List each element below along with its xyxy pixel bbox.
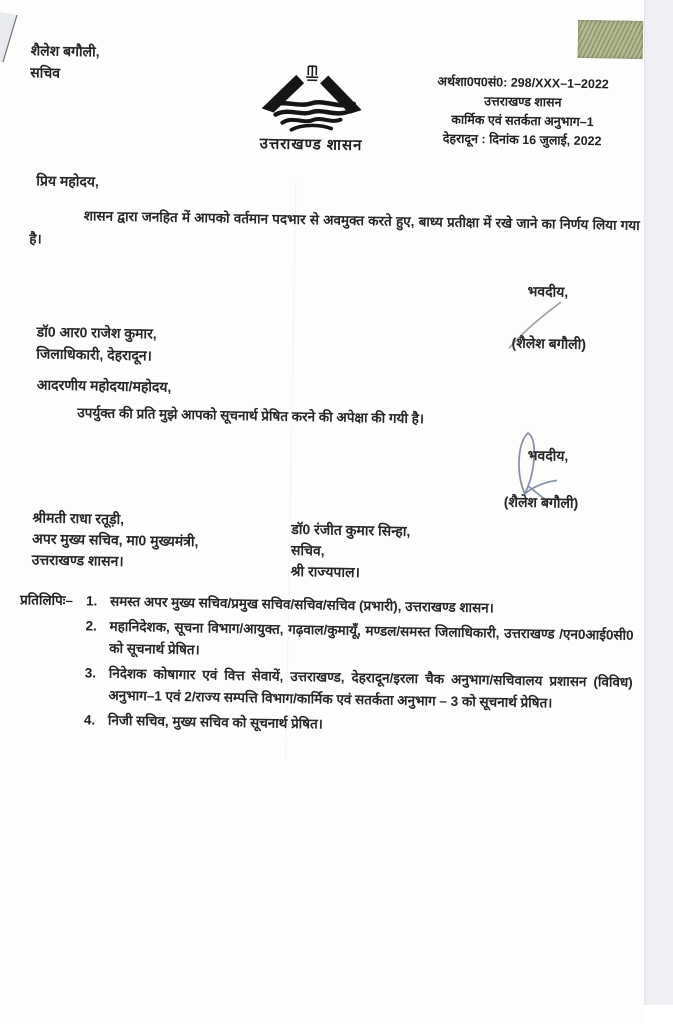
addressee-block xyxy=(36,320,157,366)
page-corner-fold xyxy=(0,0,30,66)
scan-backdrop xyxy=(644,0,673,1005)
sender-block xyxy=(30,39,100,84)
recipient-left-designation: अपर मुख्य सचिव, मा0 मुख्यमंत्री, xyxy=(31,530,199,550)
government-name: उत्तराखण्ड शासन xyxy=(484,94,562,110)
copy-list-label-spacer xyxy=(19,661,85,662)
copy-item-text: निदेशक कोषागार एवं वित्त सेवायें, उत्तराखण्ड, देहरादून/इरला चैक अनुभाग/सचिवालय प्रशासन (विविध) अनुभाग–1 एवं 2/राज्य सम्पत्ति विभाग/कार्मिक एवं सतर्कता अनुभाग – 3 को सूचनार्थ प्रेषित। xyxy=(108,665,633,711)
addressee-name: डॉ0 आर0 राजेश कुमार, xyxy=(36,323,157,342)
reference-block xyxy=(419,72,626,152)
copy-distribution-list xyxy=(18,589,634,744)
copy-list-label-spacer xyxy=(18,708,84,709)
sender-name: शैलेश बगौली, xyxy=(30,42,100,60)
copy-item-number: 4. xyxy=(83,712,96,728)
closing-1: भवदीय, xyxy=(527,283,569,300)
body-paragraph-2: उपर्युक्त की प्रति मुझे आपको सूचनार्थ प्रेषित करने की अपेक्षा की गयी है। xyxy=(77,405,425,427)
copy-item-text: निजी सचिव, मुख्य सचिव को सूचनार्थ प्रेषित। xyxy=(107,712,324,732)
addressee-designation: जिलाधिकारी, देहरादून। xyxy=(36,345,153,364)
sender-designation: सचिव xyxy=(30,64,61,81)
copy-item-number: 2. xyxy=(85,618,98,634)
reference-number: अर्थशा0प0सं0: 298/XXX–1–2022 xyxy=(437,74,609,92)
emblem-caption: उत्तराखण्ड शासन xyxy=(259,135,363,155)
uttarakhand-emblem-icon xyxy=(257,61,366,135)
recipient-right-designation: सचिव, xyxy=(290,541,325,559)
adhesive-tape xyxy=(578,20,644,59)
recipient-right-name: डॉ0 रंजीत कुमार सिन्हा, xyxy=(291,520,411,539)
copy-list-row xyxy=(18,661,633,716)
recipient-left-block xyxy=(32,507,199,573)
recipient-left-name: श्रीमती राधा रतूड़ी, xyxy=(32,509,125,527)
recipient-right-block xyxy=(290,519,410,584)
signatory-name-1: (शैलेश बगौली) xyxy=(511,334,587,353)
copy-list-row xyxy=(19,614,634,669)
salutation-2: आदरणीय महोदया/महोदय, xyxy=(36,376,172,395)
copy-item-text: समस्त अपर मुख्य सचिव/प्रमुख सचिव/सचिव/सचिव (प्रभारी), उत्तराखण्ड शासन। xyxy=(109,593,494,616)
recipient-left-org: उत्तराखण्ड शासन। xyxy=(31,551,124,569)
copy-list-label-spacer xyxy=(20,614,86,615)
department-name: कार्मिक एवं सतर्कता अनुभाग–1 xyxy=(451,112,594,130)
signatory-name-2: (शैलेश बगौली) xyxy=(503,493,579,511)
copy-item-number: 1. xyxy=(85,593,98,609)
copy-item-number: 3. xyxy=(84,665,97,681)
place-and-date: देहरादून : दिनांक 16 जुलाई, 2022 xyxy=(442,131,602,149)
salutation: प्रिय महोदय, xyxy=(36,172,99,190)
copy-list-label: प्रतिलिपिः– xyxy=(19,592,74,609)
recipient-right-org: श्री राज्यपाल। xyxy=(290,562,361,581)
closing-2: भवदीय, xyxy=(527,447,569,464)
copy-item-text: महानिदेशक, सूचना विभाग/आयुक्त, गढ़वाल/कुमायूँ, मण्डल/समस्त जिलाधिकारी, उत्तराखण्ड /एन0आई0सी0 को सूचनार्थ प्रेषित। xyxy=(109,618,634,658)
body-paragraph-1: शासन द्वारा जनहित में आपको वर्तमान पदभार से अवमुक्त करते हुए, बाध्य प्रतीक्षा में रखे जाने का निर्णय लिया गया है। xyxy=(29,208,640,247)
